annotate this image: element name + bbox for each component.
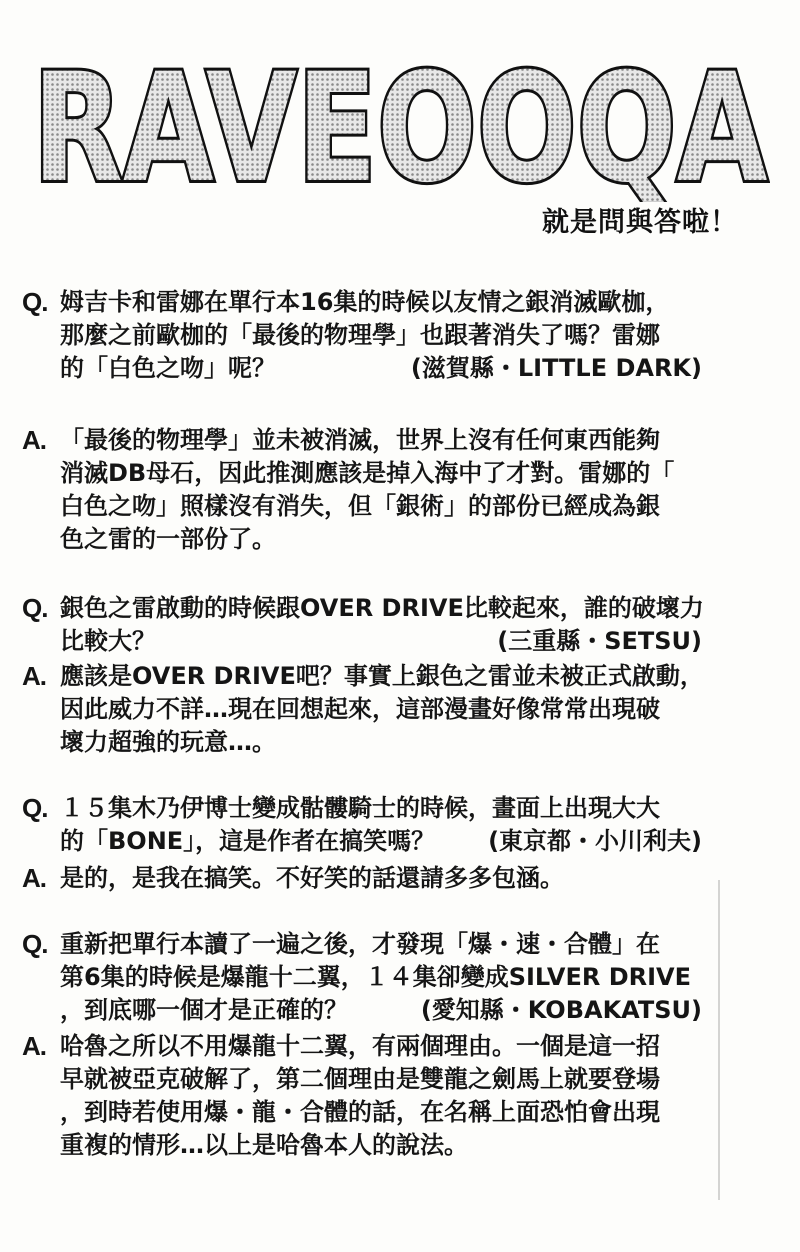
qa-line — [22, 1030, 702, 1063]
qa-line — [22, 457, 702, 490]
qa-text: 因此威力不詳…現在回想起來，這部漫畫好像常常出現破 — [60, 695, 660, 723]
qa-text: １５集木乃伊博士變成骷髏騎士的時候，畫面上出現大大 — [60, 794, 660, 822]
qa-line — [22, 825, 702, 858]
qa-text: 的「白色之吻」呢？ — [60, 354, 276, 382]
answer-block-4 — [22, 1030, 702, 1162]
answer-marker: A. — [22, 863, 46, 893]
qa-line — [22, 424, 702, 457]
qa-line — [22, 592, 702, 625]
qa-text: 比較大？ — [60, 627, 156, 655]
answer-block-1 — [22, 424, 702, 556]
qa-text: 的「BONE」，這是作者在搞笑嗎？ — [60, 827, 436, 855]
qa-text: ，到底哪一個才是正確的？ — [60, 996, 348, 1024]
qa-text: 第6集的時候是爆龍十二翼，１４集卻變成SILVER DRIVE — [60, 963, 692, 991]
reader-credit: (東京都・小川利夫) — [488, 827, 702, 855]
qa-line — [22, 352, 702, 385]
qa-text: 姆吉卡和雷娜在單行本16集的時候以友情之銀消滅歐枷， — [60, 288, 670, 316]
qa-text: 壞力超強的玩意…。 — [60, 728, 276, 756]
qa-line — [22, 523, 702, 556]
qa-line — [22, 286, 702, 319]
qa-line — [22, 862, 702, 895]
qa-text: 那麼之前歐枷的「最後的物理學」也跟著消失了嗎？雷娜 — [60, 321, 660, 349]
title-logo — [30, 52, 770, 202]
qa-text: 是的，是我在搞笑。不好笑的話還請多多包涵。 — [60, 864, 564, 892]
qa-line — [22, 693, 702, 726]
question-block-3 — [22, 792, 702, 858]
qa-line — [22, 660, 702, 693]
question-block-4 — [22, 928, 702, 1027]
reader-credit: (三重縣・SETSU) — [497, 627, 702, 655]
qa-text: 哈魯之所以不用爆龍十二翼，有兩個理由。一個是這一招 — [60, 1032, 660, 1060]
answer-marker: A. — [22, 661, 46, 691]
qa-text: 「最後的物理學」並未被消滅，世界上沒有任何東西能夠 — [60, 426, 660, 454]
qa-text: 重新把單行本讀了一遍之後，才發現「爆・速・合體」在 — [60, 930, 660, 958]
qa-text: 重複的情形…以上是哈魯本人的說法。 — [60, 1131, 468, 1159]
qa-line — [22, 1096, 702, 1129]
question-block-1 — [22, 286, 702, 385]
qa-line — [22, 319, 702, 352]
answer-block-2 — [22, 660, 702, 759]
question-marker: Q. — [22, 929, 48, 959]
title-text: RAVEOOQA — [32, 52, 768, 202]
reader-credit: (滋賀縣・LITTLE DARK) — [410, 354, 702, 382]
qa-line — [22, 625, 702, 658]
reader-credit: (愛知縣・KOBAKATSU) — [420, 996, 702, 1024]
question-marker: Q. — [22, 793, 48, 823]
qa-line — [22, 1129, 702, 1162]
qa-text: 白色之吻」照樣沒有消失，但「銀術」的部份已經成為銀 — [60, 492, 660, 520]
qa-line — [22, 726, 702, 759]
qa-text: 應該是OVER DRIVE吧？事實上銀色之雷並未被正式啟動， — [60, 662, 704, 690]
answer-block-3 — [22, 862, 702, 895]
answer-marker: A. — [22, 425, 46, 455]
qa-text: ，到時若使用爆・龍・合體的話，在名稱上面恐怕會出現 — [60, 1098, 660, 1126]
qa-line — [22, 994, 702, 1027]
scan-edge-line — [718, 880, 720, 1200]
question-block-2 — [22, 592, 702, 658]
question-marker: Q. — [22, 593, 48, 623]
qa-line — [22, 490, 702, 523]
qa-line — [22, 928, 702, 961]
qa-line — [22, 792, 702, 825]
subtitle: 就是問與答啦！ — [542, 207, 738, 238]
answer-marker: A. — [22, 1031, 46, 1061]
qa-line — [22, 1063, 702, 1096]
question-marker: Q. — [22, 287, 48, 317]
qa-text: 銀色之雷啟動的時候跟OVER DRIVE比較起來，誰的破壞力 — [60, 594, 704, 622]
qa-text: 消滅DB母石，因此推測應該是掉入海中了才對。雷娜的「 — [60, 459, 675, 487]
qa-line — [22, 961, 702, 994]
qa-text: 色之雷的一部份了。 — [60, 525, 276, 553]
qa-text: 早就被亞克破解了，第二個理由是雙龍之劍馬上就要登場 — [60, 1065, 660, 1093]
